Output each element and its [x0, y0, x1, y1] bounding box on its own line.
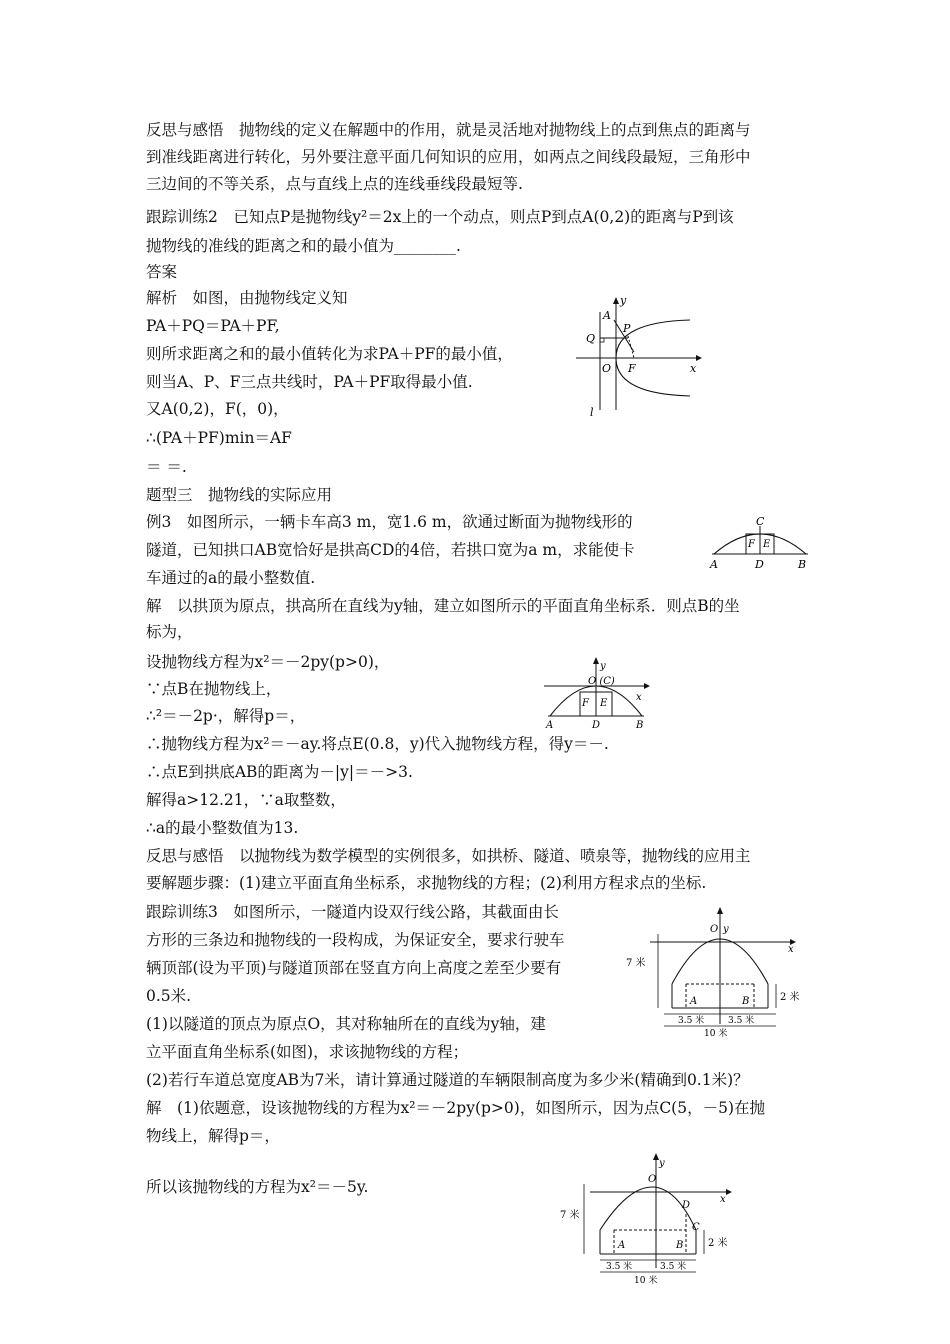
text-line: 解 (1)依题意，设该抛物线的方程为x²＝－2py(p>0)，如图所示，因为点C(5，－5)在抛	[146, 1099, 765, 1117]
text-line: 所以该抛物线的方程为x²＝－5y.	[146, 1178, 369, 1196]
fig3-label: E	[600, 698, 608, 709]
text-line: 解 以拱顶为原点，拱高所在直线为y轴，建立如图所示的平面直角坐标系．则点B的坐	[146, 597, 740, 615]
text-line: 跟踪训练2 已知点P是抛物线y²＝2x上的一个动点，则点P到点A(0,2)的距离与P到该	[146, 208, 734, 226]
fig3-label: y	[600, 661, 606, 672]
text-line: 解得a>12.21，∵a取整数，	[146, 791, 346, 809]
fig4-label: 7 米	[626, 958, 646, 969]
fig2-label: C	[756, 515, 765, 528]
fig1-label: A	[603, 309, 611, 322]
text-line: PA＋PQ＝PA＋PF,	[146, 317, 280, 335]
text-line: 隧道，已知拱口AB宽恰好是拱高CD的4倍，若拱口宽为a m，求能使卡	[146, 541, 635, 559]
text-line: ∴抛物线方程为x²＝－ay.将点E(0.8，y)代入抛物线方程，得y＝－.	[146, 735, 609, 753]
text-line: 例3 如图所示，一辆卡车高3 m，宽1.6 m，欲通过断面为抛物线形的	[146, 513, 633, 531]
text-line: ＝ ＝.	[146, 458, 187, 476]
fig4-label: O	[710, 924, 719, 935]
fig4-label: A	[690, 996, 698, 1007]
text-line: ∵点B在抛物线上，	[146, 680, 282, 698]
arch-coordinate-figure	[540, 656, 650, 730]
fig1-label: O	[602, 362, 612, 375]
arch-truck-figure	[708, 514, 812, 572]
text-line: 跟踪训练3 如图所示，一隧道内设双行线公路，其截面由长	[146, 903, 559, 921]
text-line: (1)以隧道的顶点为原点O，其对称轴所在的直线为y轴，建	[146, 1015, 546, 1033]
fig1-label: Q	[586, 332, 596, 345]
fig5-label: O	[648, 1174, 657, 1185]
fig5-label: B	[676, 1240, 684, 1251]
text-line: 则所求距离之和的最小值转化为求PA＋PF的最小值，	[146, 345, 513, 363]
tunnel-section-figure-cd	[560, 1148, 746, 1288]
fig3-label: x	[636, 692, 642, 703]
tunnel-section-figure	[620, 904, 806, 1040]
fig3-label: B	[636, 720, 644, 730]
text-line: 车通过的a的最小整数值.	[146, 569, 316, 587]
fig4-label: B	[742, 996, 750, 1007]
fig4-label: 3.5 米	[678, 1016, 705, 1026]
text-line: 物线上，解得p＝，	[146, 1127, 280, 1145]
text-line: 到准线距离进行转化，另外要注意平面几何知识的应用，如两点之间线段最短，三角形中	[146, 148, 751, 166]
fig2-label: A	[710, 558, 718, 571]
fig5-label: C	[692, 1222, 700, 1233]
text-line: 方形的三条边和抛物线的一段构成，为保证安全，要求行驶车	[146, 931, 565, 949]
fig3-label: A	[546, 720, 554, 730]
fig2-label: F	[748, 539, 755, 550]
text-line: 设抛物线方程为x²＝－2py(p>0)，	[146, 653, 390, 671]
fig5-label: 3.5 米	[606, 1262, 633, 1272]
fig4-label: y	[723, 924, 729, 935]
section-heading: 题型三 抛物线的实际应用	[146, 486, 333, 504]
fig4-label: 10 米	[704, 1029, 728, 1039]
fig2-label: B	[798, 558, 807, 571]
text-line: 反思与感悟 抛物线的定义在解题中的作用，就是灵活地对抛物线上的点到焦点的距离与	[146, 121, 751, 139]
text-line: ∴²＝－2p·，解得p＝，	[146, 707, 306, 725]
text-line: 标为，	[146, 623, 193, 641]
text-line: 答案	[146, 263, 178, 281]
text-line: 辆顶部(设为平顶)与隧道顶部在竖直方向上高度之差至少要有	[146, 959, 562, 977]
text-line: 三边间的不等关系，点与直线上点的连线垂线段最短等.	[146, 175, 523, 193]
parabola-focus-figure	[572, 292, 702, 420]
fig3-label: F	[582, 698, 589, 709]
fig2-label: D	[755, 558, 764, 571]
fig1-label: P	[623, 322, 631, 335]
fig1-label: F	[628, 362, 636, 375]
text-line: 抛物线的准线的距离之和的最小值为________.	[146, 237, 461, 255]
text-line: (2)若行车道总宽度AB为7米，请计算通过隧道的车辆限制高度为多少米(精确到0.1米)？	[146, 1071, 749, 1089]
fig5-label: 2 米	[708, 1238, 728, 1249]
text-line: 解析 如图，由抛物线定义知	[146, 289, 348, 307]
fig5-label: x	[720, 1194, 726, 1205]
fig3-label: O (C)	[588, 676, 615, 687]
fig1-label: l	[590, 406, 594, 419]
fig2-label: E	[763, 539, 771, 550]
fig5-label: D	[682, 1200, 691, 1211]
fig5-label: 10 米	[634, 1276, 658, 1286]
fig5-label: y	[659, 1158, 665, 1169]
text-line: 要解题步骤：(1)建立平面直角坐标系，求抛物线的方程；(2)利用方程求点的坐标.	[146, 874, 707, 892]
fig5-label: 3.5 米	[660, 1262, 687, 1272]
fig1-label: x	[690, 362, 697, 375]
fig4-label: 3.5 米	[728, 1016, 755, 1026]
fig1-label: y	[620, 294, 627, 307]
text-line: 则当A、P、F三点共线时，PA＋PF取得最小值.	[146, 373, 473, 391]
text-line: ∴点E到拱底AB的距离为－|y|＝－>3.	[146, 763, 413, 781]
fig5-label: 7 米	[560, 1210, 580, 1221]
text-line: 反思与感悟 以抛物线为数学模型的实例很多，如拱桥、隧道、喷泉等，抛物线的应用主	[146, 847, 751, 865]
fig4-label: x	[788, 944, 794, 955]
text-line: ∴a的最小整数值为13.	[146, 819, 299, 837]
text-line: 又A(0,2)，F(，0)，	[146, 400, 289, 418]
fig3-label: D	[592, 720, 601, 730]
text-line: ∴(PA＋PF)min＝AF	[146, 429, 292, 447]
text-line: 0.5米.	[146, 987, 192, 1005]
text-line: 立平面直角坐标系(如图)，求该抛物线的方程；	[146, 1043, 469, 1061]
fig4-label: 2 米	[780, 992, 800, 1003]
fig5-label: A	[618, 1240, 626, 1251]
